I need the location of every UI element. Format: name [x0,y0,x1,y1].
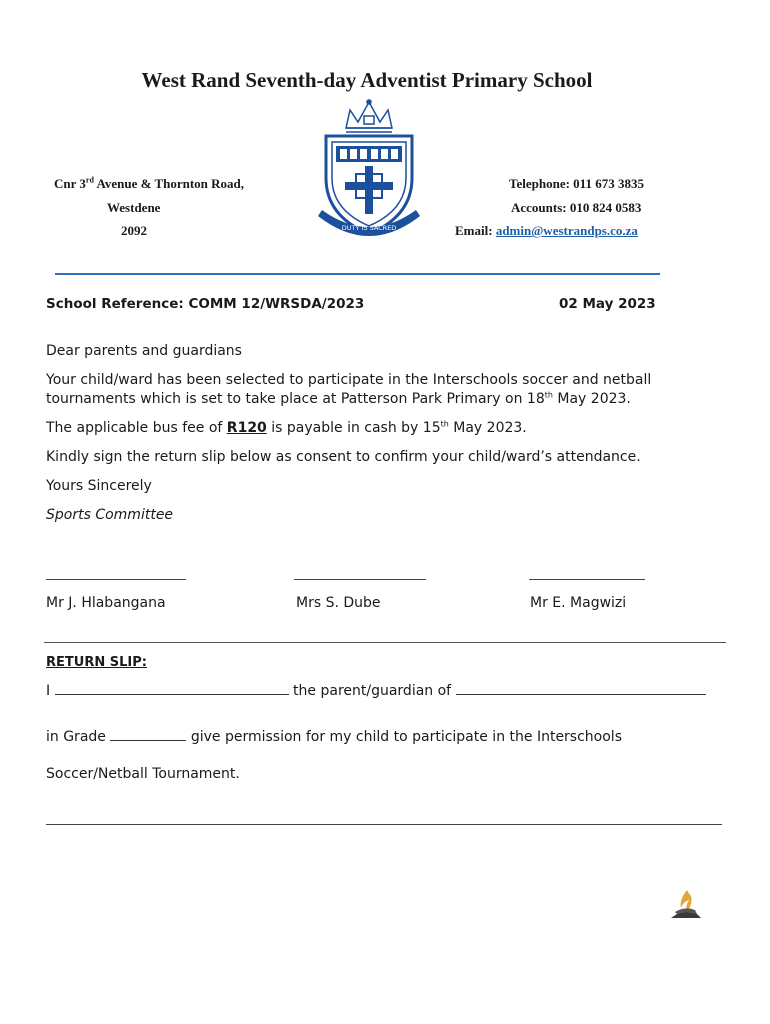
letter-date: 02 May 2023 [559,296,656,312]
crest-emblem-icon [312,98,427,243]
address-line-3: 2092 [121,223,147,238]
flame-logo-icon [667,888,705,922]
return-slip-line-2: in Grade give permission for my child to participate in the Interschools [46,729,622,745]
header-divider [55,273,660,275]
bus-fee-amount: R120 [226,420,267,436]
email-line [455,223,638,239]
closing: Yours Sincerely [46,478,152,494]
email-label: Email: [455,223,496,238]
crest-motto: DUTY IS SACRED [341,224,397,232]
return-slip-line-1: I the parent/guardian of [46,683,726,699]
signatory-2: Mrs S. Dube [296,595,381,611]
address-line-2: Westdene [107,200,161,215]
return-slip-heading: RETURN SLIP: [46,655,147,670]
signature-line-1 [46,579,186,580]
committee-name: Sports Committee [46,507,174,523]
return-slip-divider [44,642,726,643]
return-slip-line-3: Soccer/Netball Tournament. [46,766,240,782]
accounts: Accounts: 010 824 0583 [511,200,642,215]
grade-field[interactable] [110,729,186,741]
greeting: Dear parents and guardians [46,343,242,359]
address-line-1: Cnr 3rd Avenue & Thornton Road, [54,175,245,191]
parent-name-field[interactable] [55,683,289,695]
adventist-logo [667,888,705,922]
email-link[interactable]: admin@westrandps.co.za [495,223,638,238]
telephone: Telephone: 011 673 3835 [509,176,644,191]
child-name-field[interactable] [456,683,706,695]
school-crest [312,98,427,243]
paragraph-1-line-1: Your child/ward has been selected to participate in the Interschools soccer and netball [46,372,652,388]
signature-line-3 [529,579,645,580]
paragraph-3: Kindly sign the return slip below as consent to confirm your child/ward’s attendance. [46,449,641,465]
school-name: West Rand Seventh-day Adventist Primary School [141,68,593,92]
signatory-3: Mr E. Magwizi [530,595,627,611]
signature-line-2 [294,579,426,580]
school-reference: School Reference: COMM 12/WRSDA/2023 [46,296,365,312]
paragraph-2: The applicable bus fee of R120 is payable in cash by 15th May 2023. [46,419,527,436]
paragraph-1-line-2: tournaments which is set to take place at Patterson Park Primary on 18th May 2023. [46,390,631,407]
signature-field-line [46,824,722,825]
signatory-1: Mr J. Hlabangana [46,595,166,611]
